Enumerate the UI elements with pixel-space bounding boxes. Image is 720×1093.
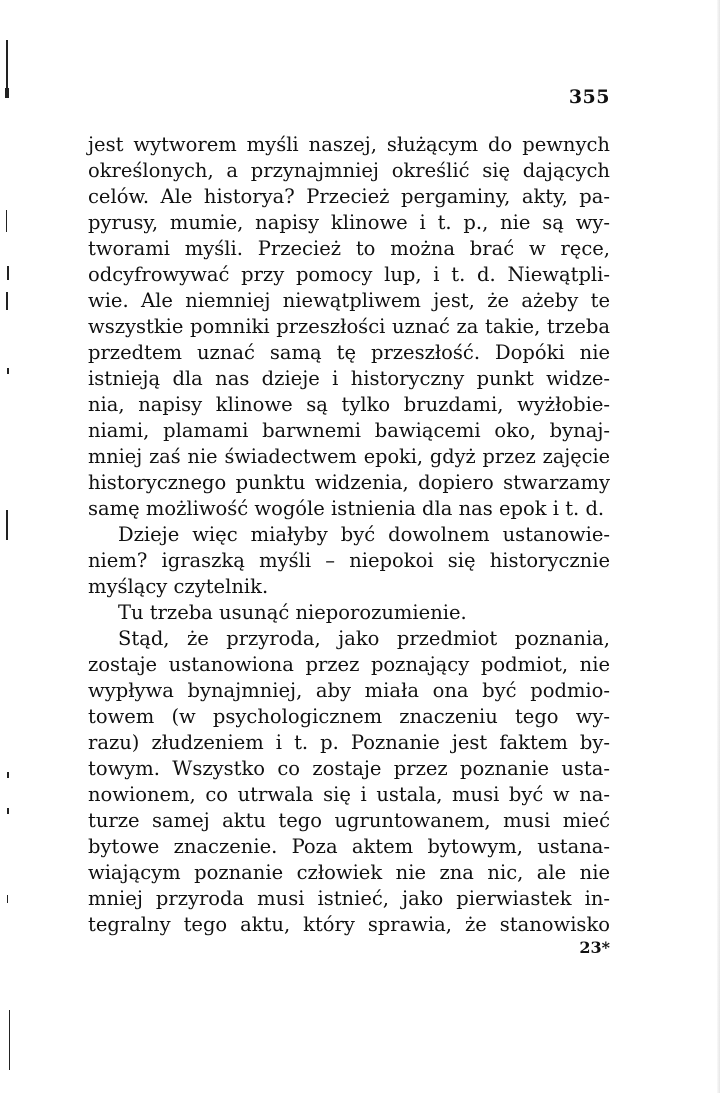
- scan-artifact: [6, 510, 8, 540]
- text-line: odcyfrowywać przy pomocy lup, i t. d. Niewątpli-: [88, 263, 610, 286]
- text-line: nowionem, co utrwala się i ustala, musi być w na-: [88, 783, 610, 806]
- text-line: celów. Ale historya? Przecież pergaminy, akty, pa-: [88, 185, 610, 208]
- text-line: zostaje ustanowiona przez poznający podmiot, nie: [88, 653, 610, 676]
- text-line: myślący czytelnik.: [88, 575, 269, 598]
- text-line: nia, napisy klinowe są tylko bruzdami, wyżłobie-: [88, 393, 610, 416]
- text-line: określonych, a przynajmniej określić się dających: [88, 159, 610, 182]
- printer-signature-mark: 23*: [579, 938, 610, 957]
- scan-artifact: [7, 266, 9, 280]
- scan-artifact: [7, 368, 9, 374]
- text-line: razu) złudzeniem i t. p. Poznanie jest faktem by-: [88, 731, 610, 754]
- text-line: towym. Wszystko co zostaje przez poznanie usta-: [88, 757, 610, 780]
- text-line: wszystkie pomniki przeszłości uznać za takie, trzeba: [88, 315, 610, 338]
- text-line: niem? igraszką myśli – niepokoi się historycznie: [88, 549, 610, 572]
- text-line: mniej przyroda musi istnieć, jako pierwiastek in-: [88, 887, 610, 910]
- text-line: tegralny tego aktu, który sprawia, że stanowisko: [88, 913, 610, 936]
- text-line: historycznego punktu widzenia, dopiero stwarzamy: [88, 471, 610, 494]
- scan-artifact: [7, 772, 9, 778]
- text-line: bytowe znaczenie. Poza aktem bytowym, ustana-: [88, 835, 610, 858]
- page-number: 355: [568, 86, 610, 108]
- text-line: samę możliwość wogóle istnienia dla nas epok i t. d.: [88, 497, 605, 520]
- text-line: Stąd, że przyroda, jako przedmiot poznania,: [118, 627, 610, 650]
- scan-artifact: [6, 40, 8, 95]
- text-line: Tu trzeba usunąć nieporozumienie.: [118, 601, 467, 624]
- text-line: istnieją dla nas dzieje i historyczny punkt widze-: [88, 367, 610, 390]
- scan-artifact: [6, 292, 8, 310]
- text-line: turze samej aktu tego ugruntowanem, musi mieć: [88, 809, 610, 832]
- scan-artifact: [9, 1010, 10, 1070]
- text-line: pyrusy, mumie, napisy klinowe i t. p., nie są wy-: [88, 211, 610, 234]
- text-line: tworami myśli. Przecież to można brać w ręce,: [88, 237, 610, 260]
- text-line: niami, plamami barwnemi bawiącemi oko, bynaj-: [88, 419, 610, 442]
- text-line: jest wytworem myśli naszej, służącym do pewnych: [88, 133, 610, 156]
- body-text: [88, 132, 610, 938]
- text-line: wie. Ale niemniej niewątpliwem jest, że ażeby te: [88, 289, 610, 312]
- text-line: wypływa bynajmniej, aby miała ona być podmio-: [88, 679, 610, 702]
- scan-artifact: [6, 210, 7, 232]
- text-line: towem (w psychologicznem znaczeniu tego wy-: [88, 705, 610, 728]
- scan-artifact: [5, 88, 9, 98]
- scan-artifact: [7, 895, 8, 903]
- text-line: mniej zaś nie świadectwem epoki, gdyż przez zajęcie: [88, 445, 610, 468]
- text-line: Dzieje więc miałyby być dowolnem ustanowie-: [118, 523, 610, 546]
- text-line: wiającym poznanie człowiek nie zna nic, ale nie: [88, 861, 610, 884]
- text-line: przedtem uznać samą tę przeszłość. Dopóki nie: [88, 341, 610, 364]
- scan-artifact: [7, 808, 9, 814]
